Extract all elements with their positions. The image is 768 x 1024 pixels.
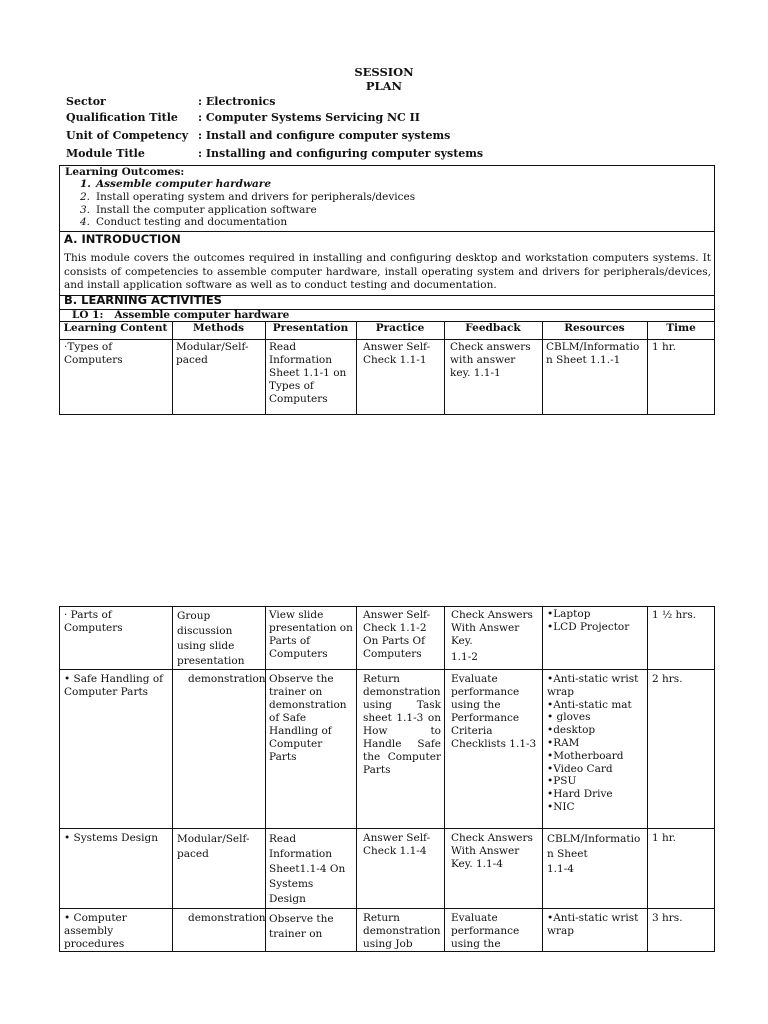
resource-item: • gloves (547, 711, 591, 724)
table-cell-content: • Safe Handling of Computer Parts (64, 673, 164, 698)
resource-item: •Motherboard (547, 749, 624, 762)
resource-item: •LCD Projector (547, 620, 630, 633)
column-header: Learning Content (63, 322, 168, 334)
divider (59, 669, 715, 670)
resource-item: •Anti-static mat (547, 698, 632, 711)
qualification-label: Qualification Title (66, 111, 178, 124)
doc-title-line1: SESSION (354, 65, 414, 79)
table-cell-feedback: Check Answers With Answer Key. (451, 609, 533, 647)
resource-item: •Anti-static wrist wrap (547, 673, 639, 698)
table-cell-methods: Group discussion using slide presentation (177, 610, 245, 667)
qualification-value: : Computer Systems Servicing NC II (198, 111, 420, 124)
table-cell-content: · Parts of Computers (64, 609, 123, 634)
table-cell-resources (547, 912, 645, 938)
column-line (172, 606, 173, 952)
column-line (356, 321, 357, 415)
table-cell-presentation: Read Information Sheet 1.1-1 on Types of Computers (269, 341, 347, 405)
table-cell-methods: Modular/Self-paced (177, 833, 250, 860)
table-cell-resources: CBLM/Informatio n Sheet 1.1.-1 (546, 341, 640, 366)
column-header: Methods (192, 322, 245, 334)
outcome-item (80, 178, 271, 190)
resource-item: •Hard Drive (547, 788, 613, 801)
table-cell-feedback: Check answers with answer key. 1.1-1 (450, 341, 531, 379)
unit-value: : Install and configure computer systems (198, 129, 451, 142)
outcome-text: Conduct testing and documentation (96, 216, 288, 228)
resource-item: •NIC (547, 800, 575, 813)
divider (59, 908, 715, 909)
table-cell-presentation: Observe the trainer on demonstration of Safe Handling of Computer Parts (269, 673, 347, 763)
table-cell-content: • Systems Design (64, 832, 159, 844)
outcome-text: Install operating system and drivers for peripherals/devices (96, 191, 416, 203)
column-header: Feedback (465, 322, 521, 334)
column-line (265, 321, 266, 415)
module-label: Module Title (66, 147, 145, 160)
table-cell-practice: Answer Self-Check 1.1-4 (363, 832, 431, 857)
resource-item: •RAM (547, 736, 580, 749)
column-line (265, 606, 266, 952)
outcome-text: Install the computer application software (96, 204, 317, 216)
column-line (542, 321, 543, 415)
outcome-number: 4. (80, 216, 91, 228)
sector-value: : Electronics (198, 95, 276, 108)
activities-heading: B. LEARNING ACTIVITIES (64, 293, 222, 307)
resource-item: •PSU (547, 775, 577, 788)
table-cell-presentation: Read Information Sheet1.1-4 On Systems Design (269, 833, 346, 905)
column-header: Presentation (272, 322, 349, 334)
table-cell-methods: Modular/Self-paced (176, 341, 249, 366)
unit-label: Unit of Competency (66, 129, 189, 142)
outcome-item (80, 204, 317, 216)
resource-item: 1.1-4 (547, 863, 574, 875)
outcomes-heading: Learning Outcomes: (65, 166, 185, 178)
resource-item: CBLM/Informatio n Sheet (547, 833, 641, 860)
column-header: Time (666, 322, 696, 334)
column-line (542, 606, 543, 952)
column-line (444, 321, 445, 415)
table-cell-feedback: Evaluate performance using the Performance Criteria Checklists 1.1-3 (451, 673, 537, 750)
outcome-number: 1. (80, 178, 91, 190)
outcome-number: 3. (80, 204, 91, 216)
table-cell-resources (547, 673, 645, 814)
table-cell-feedback: Evaluate performance using the (451, 912, 520, 950)
table-cell-time: 1 ½ hrs. (652, 609, 697, 621)
divider (59, 339, 715, 340)
table-cell-feedback: Check Answers With Answer Key. 1.1-4 (451, 832, 533, 870)
resource-item: •Video Card (547, 762, 613, 775)
table-cell-time: 2 hrs. (652, 673, 683, 685)
table-cell-practice: Answer Self-Check 1.1-1 (363, 341, 431, 366)
table-cell-resources (547, 832, 645, 877)
table-cell-practice: Return demonstration using Task sheet 1.1-3 on How to Handle Safe the Computer Parts (363, 673, 441, 776)
outcome-item (80, 216, 287, 228)
module-value: : Installing and configuring computer systems (198, 147, 484, 160)
table-cell-presentation: View slide presentation on Parts of Computers (269, 609, 353, 660)
outcome-text: Assemble computer hardware (96, 178, 271, 190)
outcome-number: 2. (80, 191, 91, 203)
doc-title-line2: PLAN (365, 79, 403, 93)
resource-item: •Anti-static wrist wrap (547, 912, 639, 937)
divider (59, 828, 715, 829)
lo-title: LO 1: Assemble computer hardware (72, 309, 290, 321)
table-cell-content: ·Types of Computers (64, 341, 123, 366)
resource-item: •Laptop (547, 608, 591, 620)
table-cell-content: • Computer assembly procedures (64, 912, 127, 950)
table-cell-time: 1 hr. (652, 832, 676, 844)
intro-text: This module covers the outcomes required in installing and configuring desktop and workstation computers systems. It consists of competencies to assemble computer hardware, install operating system and drivers for peripherals/devices, and install application software as well as to conduct testing and documentation. (64, 252, 711, 291)
table-cell-methods: demonstration (188, 912, 266, 924)
column-line (356, 606, 357, 952)
outcome-item (80, 191, 415, 203)
intro-heading: A. INTRODUCTION (64, 232, 181, 246)
table-cell-feedback-ref: 1.1-2 (451, 651, 478, 663)
table-cell-resources (547, 608, 645, 634)
column-header: Resources (564, 322, 625, 334)
table-cell-time: 1 hr. (652, 341, 676, 353)
table-cell-presentation: Observe the trainer on (269, 913, 334, 940)
resource-item: •desktop (547, 724, 596, 737)
column-line (647, 321, 648, 415)
table-cell-practice: Return demonstration using Job (363, 912, 441, 950)
table-cell-time: 3 hrs. (652, 912, 683, 924)
sector-label: Sector (66, 95, 106, 108)
column-header: Practice (375, 322, 425, 334)
column-line (444, 606, 445, 952)
column-line (172, 321, 173, 415)
table-cell-practice: Answer Self-Check 1.1-2 On Parts Of Computers (363, 609, 431, 660)
table-cell-methods: demonstration (188, 673, 266, 685)
column-line (647, 606, 648, 952)
